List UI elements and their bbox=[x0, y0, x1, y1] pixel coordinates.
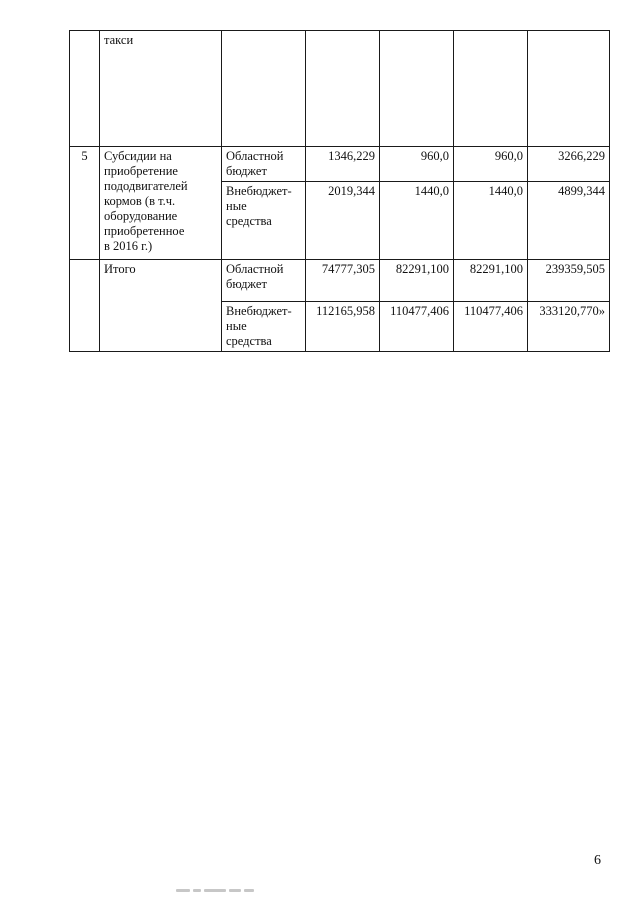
source-line: Областной bbox=[226, 149, 284, 163]
source-line: ные bbox=[226, 319, 247, 333]
empty-cell bbox=[528, 31, 610, 147]
row-5-name-line: пододвигателей bbox=[104, 179, 188, 193]
source-line: бюджет bbox=[226, 277, 267, 291]
empty-cell bbox=[380, 31, 454, 147]
value-cell: 1346,229 bbox=[306, 147, 380, 182]
table-row-total-regional bbox=[70, 260, 610, 302]
row-5-name-line: приобретенное bbox=[104, 224, 185, 238]
value-cell: 960,0 bbox=[380, 147, 454, 182]
source-line: бюджет bbox=[226, 164, 267, 178]
value-cell: 239359,505 bbox=[528, 260, 610, 302]
funding-source-regional bbox=[222, 260, 306, 302]
row-total-number bbox=[70, 260, 100, 352]
row-5-name-line: в 2016 г.) bbox=[104, 239, 153, 253]
table-row-5-regional bbox=[70, 147, 610, 182]
source-line: ные bbox=[226, 199, 247, 213]
row-5-name-line: приобретение bbox=[104, 164, 178, 178]
value-cell: 4899,344 bbox=[528, 182, 610, 260]
funding-source-extrabudget bbox=[222, 182, 306, 260]
source-line: Внебюджет- bbox=[226, 184, 292, 198]
source-line: средства bbox=[226, 214, 272, 228]
value-cell: 333120,770» bbox=[528, 302, 610, 352]
row-5-number: 5 bbox=[70, 147, 100, 260]
table-row-top bbox=[70, 31, 610, 147]
value-cell: 3266,229 bbox=[528, 147, 610, 182]
row-5-name-line: оборудование bbox=[104, 209, 178, 223]
value-cell: 82291,100 bbox=[454, 260, 528, 302]
value-cell: 960,0 bbox=[454, 147, 528, 182]
value-cell: 110477,406 bbox=[454, 302, 528, 352]
source-line: Областной bbox=[226, 262, 284, 276]
source-line: средства bbox=[226, 334, 272, 348]
row-total-name: Итого bbox=[100, 260, 222, 352]
value-cell: 112165,958 bbox=[306, 302, 380, 352]
empty-cell bbox=[454, 31, 528, 147]
row-5-name-line: Субсидии на bbox=[104, 149, 172, 163]
page-number: 6 bbox=[594, 853, 601, 868]
value-cell: 1440,0 bbox=[380, 182, 454, 260]
empty-cell bbox=[306, 31, 380, 147]
funding-source-regional bbox=[222, 147, 306, 182]
value-cell: 1440,0 bbox=[454, 182, 528, 260]
source-line: Внебюджет- bbox=[226, 304, 292, 318]
value-cell: 110477,406 bbox=[380, 302, 454, 352]
value-cell: 2019,344 bbox=[306, 182, 380, 260]
funding-source-extrabudget bbox=[222, 302, 306, 352]
row-5-name-line: кормов (в т.ч. bbox=[104, 194, 176, 208]
value-cell: 82291,100 bbox=[380, 260, 454, 302]
row-5-name bbox=[100, 147, 222, 260]
row-top-label: такси bbox=[104, 33, 134, 47]
empty-cell bbox=[222, 31, 306, 147]
row-number-cell bbox=[70, 31, 100, 147]
stamp-mark bbox=[176, 885, 258, 895]
budget-table bbox=[69, 30, 610, 352]
row-top-name bbox=[100, 31, 222, 147]
value-cell: 74777,305 bbox=[306, 260, 380, 302]
